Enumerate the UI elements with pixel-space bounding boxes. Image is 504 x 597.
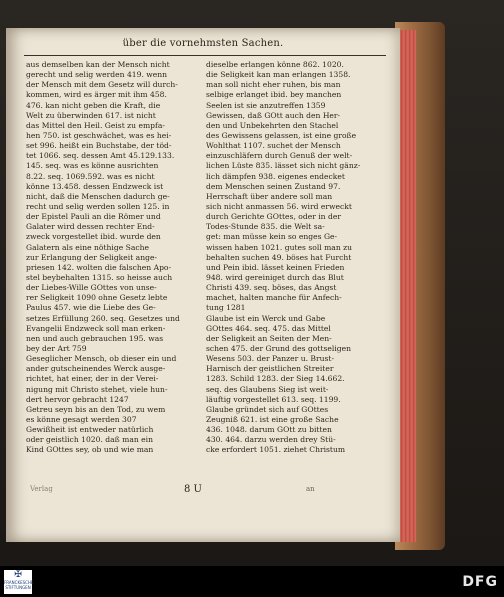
signature-mark: 8 U [184, 484, 202, 495]
text-line: tet 1066. seq. dessen Amt 45.129.133. [26, 151, 175, 161]
text-line: wissen haben 1021. gutes soll man zu [206, 242, 353, 252]
logo-mark-icon: ✠ [14, 570, 22, 580]
page-red-edge [398, 30, 416, 542]
text-line: Zeugniß 621. ist eine große Sache [206, 414, 339, 424]
text-line: Galatern als eine nöthige Sache [26, 242, 149, 252]
text-line: 948. wird gereiniget durch das Blut [206, 272, 344, 282]
text-line: richtet, hat einer, der in der Verei- [26, 374, 159, 384]
text-line: oder geistlich 1020. daß man ein [26, 435, 153, 445]
logo-text-line-1: FRANCKESCHE [4, 580, 34, 585]
text-line: der Epistel Pauli an die Römer und [26, 212, 161, 222]
text-line: recht und selig werden sollen 125. in [26, 201, 170, 211]
text-line: durch Gerichte GOttes, oder in der [206, 212, 341, 222]
text-line: der Liebes-Wille GOttes von unse- [26, 283, 157, 293]
text-line: selbige erlanget ibid. bey manchen [206, 90, 342, 100]
text-line: Kind GOttes sey, ob und wie man [26, 445, 154, 455]
text-line: Geseglicher Mensch, ob dieser ein und [26, 354, 177, 364]
text-line: Glaube ist ein Werck und Gabe [206, 313, 326, 323]
running-head: über die vornehmsten Sachen. [122, 38, 284, 49]
text-line: hen 750. ist geschwächet, was es hei- [26, 130, 172, 140]
text-line: cke erfordert 1051. ziehet Christum [206, 445, 346, 455]
text-line: Harnisch der geistlichen Streiter [206, 364, 334, 374]
catchword: an [306, 485, 315, 493]
text-line: einzuschläfern durch Genuß der welt- [206, 151, 353, 161]
text-line: Seelen ist sie anzutreffen 1359 [206, 100, 326, 110]
text-line: stel beybehalten 1315. so heisse auch [26, 272, 173, 282]
text-line: nicht, daß die Menschen dadurch ge- [26, 191, 170, 201]
text-line: machet, halten manche für Anfech- [206, 293, 342, 303]
text-line: nen und auch gebrauchen 195. was [26, 333, 164, 343]
text-line: gerecht und selig werden 419. wenn [26, 70, 168, 80]
text-line: Welt zu überwinden 617. ist nicht [26, 110, 156, 120]
text-line: man soll nicht eher ruhen, bis man [206, 80, 341, 90]
text-line: tung 1281 [206, 303, 246, 313]
text-line: könne 13.458. dessen Endzweck ist [26, 181, 164, 191]
text-line: Galater wird dessen rechter End- [26, 222, 155, 232]
text-line: 1283. Schild 1283. der Sieg 14.662. [206, 374, 345, 384]
text-line: es könne gesagt werden 307 [26, 414, 137, 424]
page-stamp: Verlag [30, 485, 53, 493]
text-line: des Gewissens gelassen, ist eine große [206, 130, 357, 140]
text-line: priesen 142. wolten die falschen Apo- [26, 262, 172, 272]
text-line: lich dämpfen 938. eigenes endecket [206, 171, 345, 181]
text-line: lichen Lüste 835. lässet sich nicht gänz- [206, 161, 361, 171]
text-line: 436. 1048. darum GOtt zu bitten [206, 425, 332, 435]
text-line: der Seligkeit an Seiten der Men- [206, 333, 332, 343]
text-line: Christi 439. seq. böses, das Angst [206, 283, 337, 293]
text-line: 145. seq. was es könne ausrichten [26, 161, 159, 171]
text-line: dem Menschen seinen Zustand 97. [206, 181, 341, 191]
text-line: zweck vorgestellet ibid. wurde den [26, 232, 161, 242]
text-line: rer Seligkeit 1090 ohne Gesetz lebte [26, 293, 168, 303]
text-line: Gewissen, daß GOtt auch den Her- [206, 110, 341, 120]
text-line: Evangelii Endzweck soll man erken- [26, 323, 166, 333]
text-line: Paulus 457. wie die Liebe des Ge- [26, 303, 156, 313]
text-line: läuftig vorgestellet 613. seq. 1199. [206, 394, 341, 404]
text-line: sich nicht anmassen 56. wird erweckt [206, 201, 352, 211]
text-line: zur Erlangung der Seligkeit ange- [26, 252, 158, 262]
dfg-logo[interactable]: DFG [462, 574, 498, 590]
text-line: aus demselben kan der Mensch nicht [26, 60, 170, 69]
text-line: Glaube gründet sich auf GOttes [206, 404, 329, 414]
header-rule [24, 55, 386, 56]
text-line: Gewißheit ist entweder natürlich [26, 425, 154, 435]
text-line: Herrschaft über andere soll man [206, 191, 333, 201]
franckesche-stiftungen-logo[interactable] [4, 570, 32, 594]
text-line: schen 475. der Grund des gottseligen [206, 343, 352, 353]
text-line: Wohlthat 1107. suchet der Mensch [206, 141, 341, 151]
book-page [6, 28, 400, 542]
text-line: 476. kan nicht geben die Kraft, die [26, 100, 161, 110]
text-line: get: man müsse kein so enges Ge- [206, 232, 338, 242]
text-line: seq. des Glaubens Sieg ist weit- [206, 384, 329, 394]
text-line: setzes Erfüllung 260. seq. Gesetzes und [26, 313, 180, 323]
text-line: der Mensch mit dem Gesetz will durch- [26, 80, 178, 90]
text-line: behalten suchen 49. böses hat Furcht [206, 252, 352, 262]
right-column [206, 60, 376, 455]
text-line: nigung mit Christo stehet, viele hun- [26, 384, 168, 394]
text-line: dert hervor gebracht 1247 [26, 394, 129, 404]
left-column [26, 60, 196, 455]
text-line: und Pein ibid. lässet keinen Frieden [206, 262, 345, 272]
text-line: bey der Art 759 [26, 343, 87, 353]
text-line: 8.22. seq. 1069.592. was es nicht [26, 171, 155, 181]
text-line: Wesens 503. der Panzer u. Brust- [206, 354, 335, 364]
text-line: das Mittel den Heil. Geist zu empfa- [26, 120, 165, 130]
text-line: kommen, wird es ärger mit ihm 458. [26, 90, 167, 100]
text-line: GOttes 464. seq. 475. das Mittel [206, 323, 331, 333]
logo-text-line-2: STIFTUNGEN [5, 585, 31, 590]
footer-bar [0, 566, 504, 597]
text-line: ander gutscheinendes Werck ausge- [26, 364, 166, 374]
text-line: Getreu seyn bis an den Tod, zu wem [26, 404, 166, 414]
text-line: Todes-Stunde 835. die Welt sa- [206, 222, 325, 232]
text-line: dieselbe erlangen könne 862. 1020. [206, 60, 344, 69]
text-line: den und Unbekehrten den Stachel [206, 120, 339, 130]
text-line: set 996. heißt ein Buchstabe, der töd- [26, 141, 172, 151]
text-line: die Seligkeit kan man erlangen 1358. [206, 70, 351, 80]
text-line: 430. 464. darzu werden drey Stü- [206, 435, 336, 445]
